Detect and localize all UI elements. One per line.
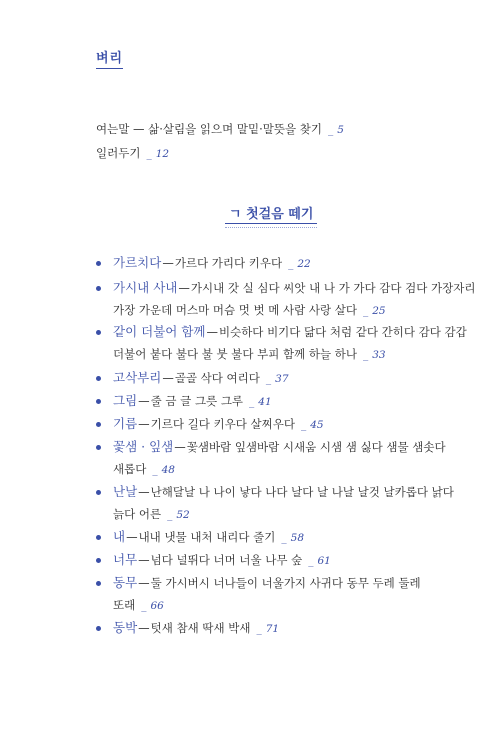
toc-entry-line: [113, 617, 279, 640]
toc-entry-words: 넘다 널뛰다 너머 너울 나무 숲: [150, 553, 303, 567]
page-number: _ 33: [363, 349, 386, 361]
em-dash: —: [138, 576, 150, 590]
toc-entry-head: 기름: [113, 416, 138, 431]
em-dash: —: [162, 256, 174, 270]
em-dash: —: [206, 325, 218, 339]
toc-entry-words: 가르다 가리다 키우다: [174, 256, 283, 270]
toc-entry-head: 내: [113, 529, 126, 544]
toc-entry-line: [113, 503, 190, 526]
toc-entry-head: 동무: [113, 575, 138, 590]
page-number: _ 41: [249, 396, 272, 408]
toc-entry-head: 난날: [113, 484, 138, 499]
page-number: _ 12: [146, 148, 169, 160]
toc-entry-head: 그림: [113, 393, 138, 408]
page-number: _ 45: [301, 419, 324, 431]
toc-entry-words: 새롭다: [113, 462, 147, 476]
toc-entry-line: [113, 277, 475, 299]
bullet-icon: [96, 261, 101, 266]
section-heading-label: ㄱ 첫걸음 떼기: [225, 203, 317, 224]
toc-entry-head: 가르치다: [113, 255, 162, 270]
toc-entry-line: [113, 343, 386, 366]
toc-entry-line: [113, 321, 467, 343]
em-dash: —: [138, 417, 150, 431]
toc-entry-head: 꽃샘 · 잎샘: [113, 439, 174, 454]
toc-entry-line: [113, 367, 289, 390]
toc-title: 벼리: [96, 47, 123, 69]
toc-entry-words: 꽃샘바람 잎샘바람 시새움 시샘 샘 싫다 샘물 샘솟다: [186, 440, 446, 454]
bullet-icon: [96, 422, 101, 427]
page-number: _ 61: [308, 555, 331, 567]
bullet-icon: [96, 330, 101, 335]
toc-item-label: 여는말 — 삶·살림을 읽으며 말밑·말뜻을 찾기: [96, 122, 322, 136]
toc-entry-head: 같이 더불어 함께: [113, 324, 206, 339]
toc-entry-line: [113, 299, 386, 322]
page-number: _ 58: [281, 532, 304, 544]
bullet-icon: [96, 286, 101, 291]
toc-entry-words: 기르다 길다 키우다 살찌우다: [150, 417, 295, 431]
bullet-icon: [96, 535, 101, 540]
page-number: _ 71: [257, 623, 280, 635]
toc-entry-line: [113, 390, 272, 413]
toc-entry-words: 가장 가운데 머스마 머슴 멋 벗 메 사람 사랑 살다: [113, 303, 357, 317]
toc-entry-head: 동박: [113, 620, 138, 635]
toc-entry-words: 난해달날 나 나이 낳다 나다 날다 날 나날 날것 날카롭다 낡다: [150, 485, 454, 499]
toc-entry-words: 골골 삭다 여리다: [174, 371, 260, 385]
toc-entry-line: [113, 572, 421, 594]
toc-entry-line: [113, 549, 331, 572]
toc-entry-line: [113, 252, 311, 275]
toc-entry-words: 또래: [113, 598, 136, 612]
toc-entry-head: 너무: [113, 552, 138, 567]
bullet-icon: [96, 558, 101, 563]
toc-entry-line: [113, 458, 175, 481]
toc-entry-words: 텃새 참새 딱새 박새: [150, 621, 251, 635]
toc-entry-words: 비슷하다 비기다 닮다 처럼 같다 간히다 감다 감갑: [218, 325, 467, 339]
toc-item-notes[interactable]: [96, 145, 169, 161]
page-number: _ 25: [363, 305, 386, 317]
em-dash: —: [178, 281, 190, 295]
em-dash: —: [138, 553, 150, 567]
bullet-icon: [96, 376, 101, 381]
bullet-icon: [96, 445, 101, 450]
em-dash: —: [126, 530, 138, 544]
bullet-icon: [96, 581, 101, 586]
em-dash: —: [162, 371, 174, 385]
toc-item-label: 일러두기: [96, 146, 141, 160]
toc-entry-line: [113, 481, 454, 503]
toc-item-preface[interactable]: [96, 121, 344, 137]
toc-entry-words: 내내 냇물 내처 내리다 줄기: [138, 530, 276, 544]
toc-entry-line: [113, 436, 446, 458]
section-heading: [225, 203, 317, 224]
page-number: _ 52: [167, 509, 190, 521]
bullet-icon: [96, 399, 101, 404]
toc-entry-line: [113, 594, 164, 617]
toc-entry-line: [113, 413, 324, 436]
toc-entry-head: 고삭부리: [113, 370, 162, 385]
toc-entry-words: 둘 가시버시 너나들이 너울가지 사귀다 동무 두레 둘레: [150, 576, 421, 590]
toc-entry-words: 가시내 갓 실 심다 씨앗 내 나 가 가다 감다 검다 가장자리: [190, 281, 476, 295]
page-number: _ 48: [152, 464, 175, 476]
toc-entry-words: 줄 금 글 그릇 그루: [150, 394, 244, 408]
bullet-icon: [96, 626, 101, 631]
toc-entry-line: [113, 526, 304, 549]
em-dash: —: [138, 394, 150, 408]
page-number: _ 37: [266, 373, 289, 385]
page-number: _ 66: [141, 600, 164, 612]
em-dash: —: [138, 621, 150, 635]
em-dash: —: [174, 440, 186, 454]
page-number: _ 22: [288, 258, 311, 270]
section-underline: [225, 224, 317, 228]
bullet-icon: [96, 490, 101, 495]
page-number: _ 5: [328, 124, 344, 136]
em-dash: —: [138, 485, 150, 499]
toc-entry-words: 더불어 붙다 불다 불 붓 불다 부피 함께 하늘 하나: [113, 347, 357, 361]
toc-entry-head: 가시내 사내: [113, 280, 178, 295]
toc-entry-words: 늙다 어른: [113, 507, 162, 521]
